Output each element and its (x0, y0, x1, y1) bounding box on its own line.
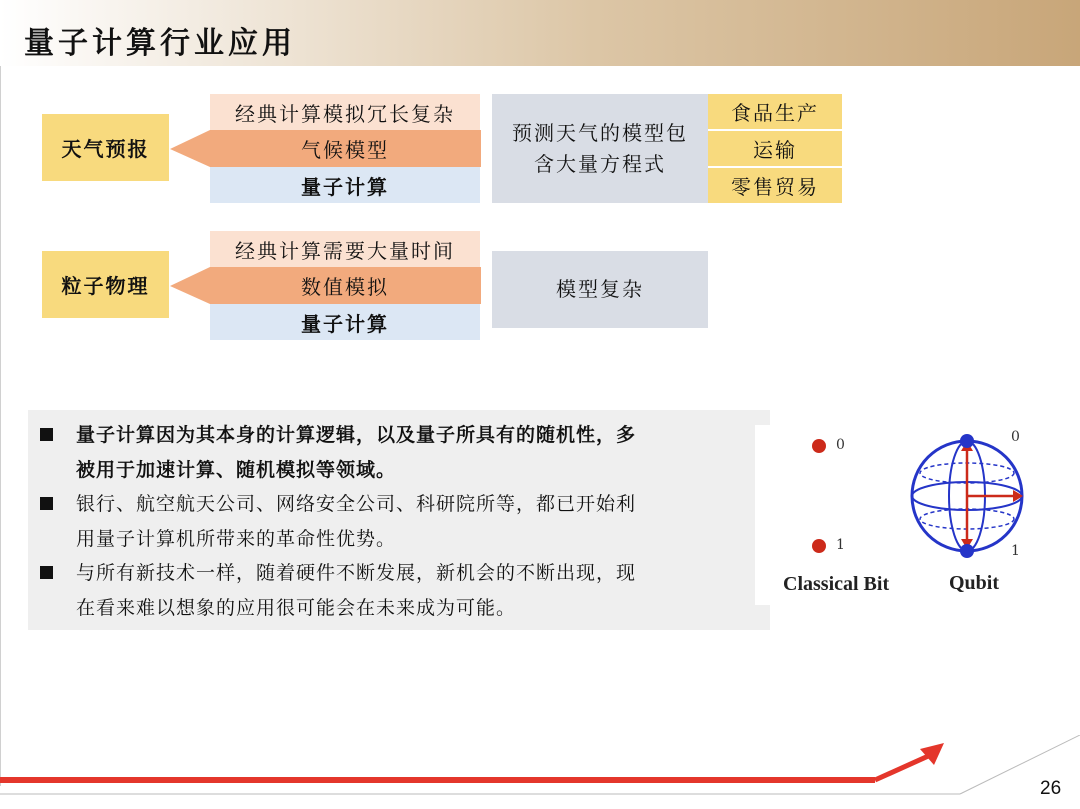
bullet-1-line2: 被用于加速计算、随机模拟等领域。 (76, 459, 397, 481)
classical-state-0-label: 0 (836, 437, 845, 453)
left-frame-line (0, 66, 1, 786)
bullet-1-line1: 量子计算因为其本身的计算逻辑，以及量子所具有的随机性，多 (76, 424, 637, 446)
classical-bit-1-dot (812, 539, 826, 553)
qubit-state-1-label: 1 (1011, 543, 1020, 559)
page-number: 26 (1040, 778, 1062, 799)
classical-bit-0-dot (812, 439, 826, 453)
footer-decoration (0, 735, 1080, 809)
label-weather-forecast: 天气预报 (42, 114, 169, 181)
industry-retail: 零售贸易 (708, 168, 842, 203)
bit-qubit-diagram (755, 425, 1080, 605)
description-weather-line2: 含大量方程式 (534, 151, 666, 176)
bullet-3-line1: 与所有新技术一样，随着硬件不断发展，新机会的不断出现，现 (76, 562, 637, 584)
description-weather (492, 94, 708, 203)
bullet-2-line1: 银行、航空航天公司、网络安全公司、科研院所等，都已开始利 (76, 493, 637, 515)
industry-food: 食品生产 (708, 94, 842, 129)
industry-transport: 运输 (708, 131, 842, 166)
solution-particle: 量子计算 (210, 304, 480, 340)
bullet-square-icon (40, 566, 53, 579)
bullet-square-icon (40, 428, 53, 441)
page-title: 量子计算行业应用 (24, 26, 296, 61)
bullet-3-line2: 在看来难以想象的应用很可能会在未来成为可能。 (76, 597, 517, 619)
bullet-2-line2: 用量子计算机所带来的革命性优势。 (76, 528, 397, 550)
classical-bit-caption: Classical Bit (783, 573, 890, 595)
bullet-square-icon (40, 497, 53, 510)
label-particle-physics: 粒子物理 (42, 251, 169, 318)
method-particle: 数值模拟 (301, 275, 389, 299)
bullet-panel (28, 410, 770, 630)
qubit-state-0-label: 0 (1011, 429, 1020, 445)
problem-weather: 经典计算模拟冗长复杂 (210, 94, 480, 130)
classical-state-1-label: 1 (836, 537, 845, 553)
description-weather-line1: 预测天气的模型包 (512, 120, 688, 145)
method-weather: 气候模型 (301, 138, 389, 162)
qubit-caption: Qubit (949, 572, 1000, 594)
header-bar (0, 0, 1080, 66)
solution-weather: 量子计算 (210, 167, 480, 203)
problem-particle: 经典计算需要大量时间 (210, 231, 480, 267)
description-particle: 模型复杂 (492, 251, 708, 328)
bloch-sphere-icon (905, 431, 1025, 561)
